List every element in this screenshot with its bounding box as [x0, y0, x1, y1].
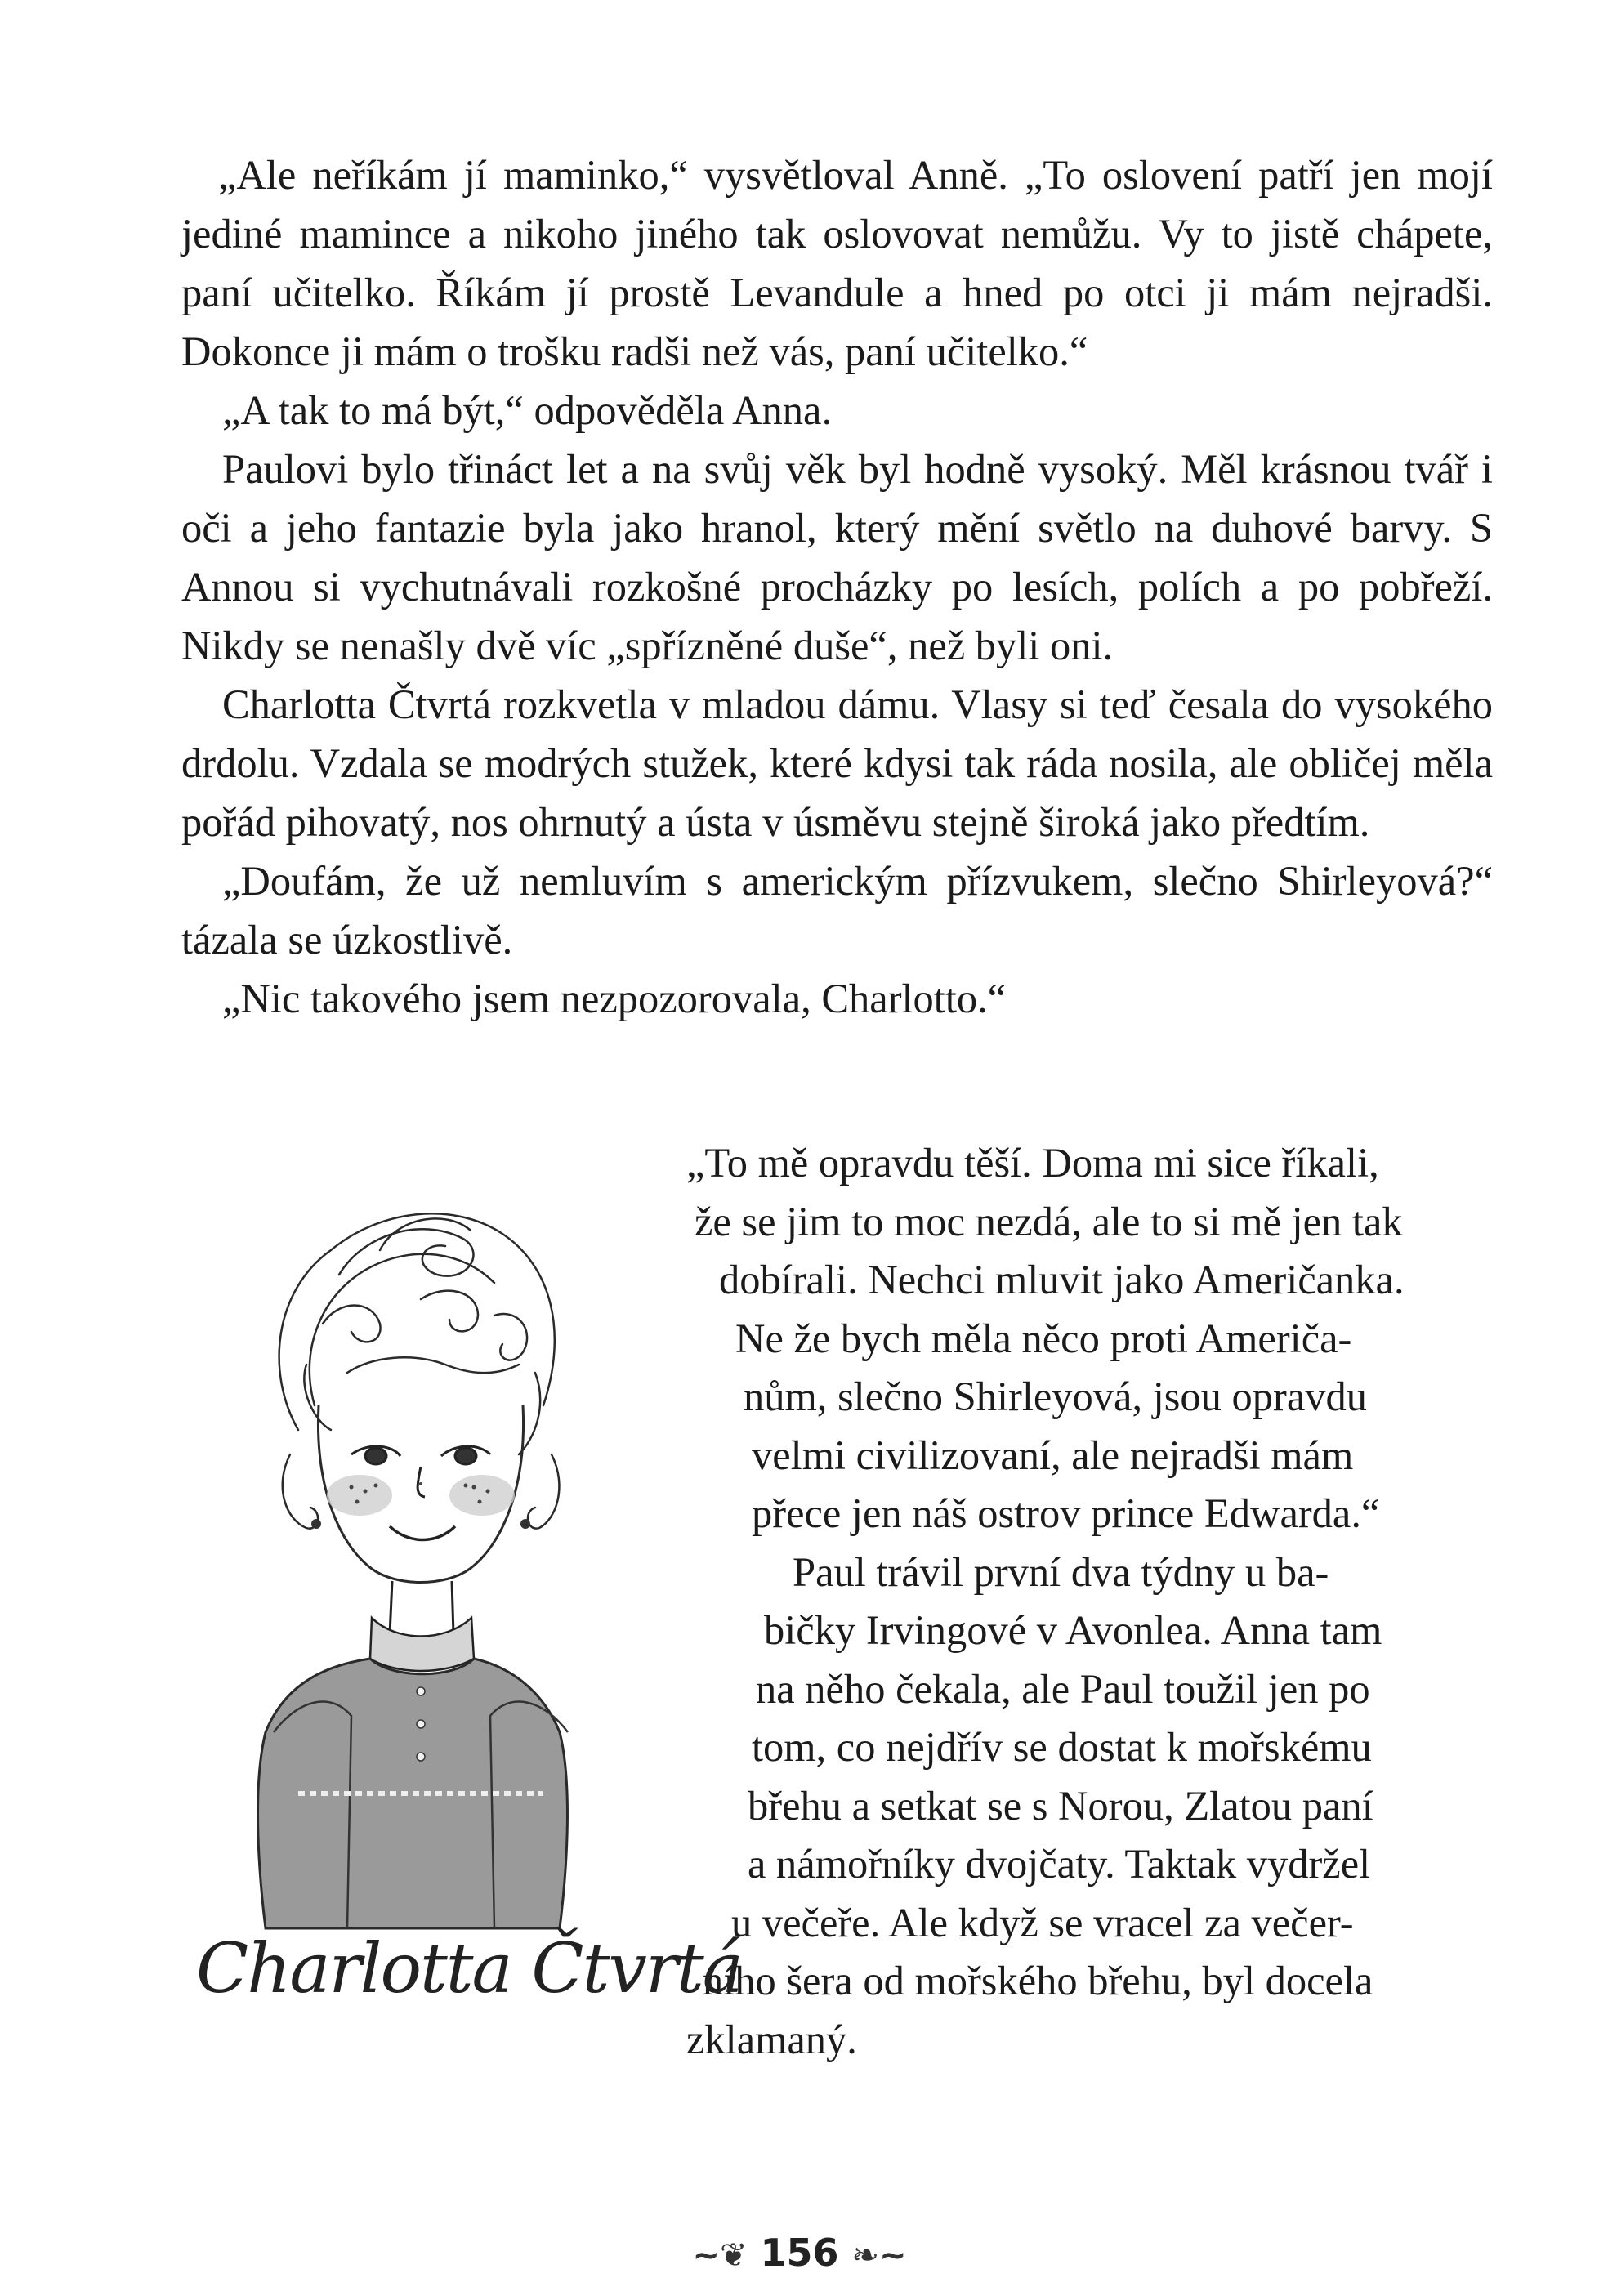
neck [390, 1581, 453, 1634]
earring [520, 1519, 530, 1529]
text-line: přece jen náš ostrov prince Edwarda.“ [752, 1490, 1380, 1536]
mouth [390, 1526, 455, 1540]
ornament-right-icon: ❧~ [851, 2236, 907, 2275]
text-line: „To mě opravdu těší. Doma mi sice říkali, [686, 1140, 1379, 1186]
paragraph: „Nic takového jsem nezpozorovala, Charlotto.“ [222, 976, 1007, 1021]
page-number: 156 [760, 2231, 839, 2275]
text-line: Paul trávil první dva týdny u ba- [793, 1548, 1329, 1595]
paragraph: Charlotta Čtvrtá rozkvetla v mladou dámu. Vlasy si teď česala do vysokého drdolu. Vzdala se modrých stužek, které kdysi tak ráda nosila, ale obličej měla pořád pihovatý, nos ohrnutý a ústa v úsměvu stejně široká jako předtím. [181, 681, 1493, 845]
body-text-top [181, 145, 1493, 1028]
text-line: velmi civilizovaní, ale nejradši mám [752, 1432, 1354, 1478]
text-line: že se jim to moc nezdá, ale to si mě jen tak [695, 1198, 1403, 1244]
text-line: na něho čekala, ale Paul toužil jen po [756, 1665, 1370, 1712]
portrait-illustration [176, 1160, 666, 2035]
paragraph: Paulovi bylo třináct let a na svůj věk byl hodně vysoký. Měl krásnou tvář i oči a jeho fantazie byla jako hranol, který mění světlo na duhové barvy. S Annou si vychutnávali rozkošné procházky po lesích, polích a po pobřeží. Nikdy se nenašly dvě víc „spřízněné duše“, než byli oni. [181, 446, 1493, 668]
cheek [327, 1475, 392, 1516]
eyes [351, 1446, 490, 1464]
nose [418, 1467, 425, 1497]
paragraph: „Doufám, že už nemluvím s americkým přízvukem, slečno Shirleyová?“ tázala se úzkostlivě. [181, 858, 1493, 963]
text-line: bičky Irvingové v Avonlea. Anna tam [764, 1607, 1382, 1653]
illustration-signature: Charlotta Čtvrtá [196, 1928, 742, 2008]
text-line: tom, co nejdřív se dostat k mořskému [752, 1724, 1372, 1770]
earring [311, 1519, 321, 1529]
cheek [449, 1475, 515, 1516]
text-line: zklamaný. [686, 2016, 857, 2062]
text-line: nům, slečno Shirleyová, jsou opravdu [744, 1374, 1367, 1419]
text-line: ního šera od mořského břehu, byl docela [703, 1958, 1373, 2003]
text-line: u večeře. Ale když se vracel za večer- [731, 1899, 1354, 1945]
page-number-footer [0, 2231, 1599, 2275]
text-line: břehu a setkat se s Norou, Zlatou paní [748, 1782, 1373, 1829]
collar [370, 1618, 474, 1671]
text-line: dobírali. Nechci mluvit jako Američanka. [719, 1257, 1405, 1302]
paragraph: „A tak to má být,“ odpověděla Anna. [222, 387, 833, 433]
paragraph: „Ale neříkám jí maminko,“ vysvětloval Anně. „To oslovení patří jen mojí jediné mamince a nikoho jiného tak oslovovat nemůžu. Vy to jistě chápete, paní učitelko. Říkám jí prostě Levandule a hned po otci ji mám nejradši. Dokonce ji mám o trošku radši než vás, paní učitelko.“ [181, 152, 1493, 374]
body-text-wrapped [686, 1134, 1495, 2069]
text-line: Ne že bych měla něco proti Američa- [735, 1315, 1352, 1361]
text-line: a námořníky dvojčaty. Taktak vydržel [748, 1841, 1371, 1887]
ornament-left-icon: ~❦ [692, 2236, 748, 2275]
